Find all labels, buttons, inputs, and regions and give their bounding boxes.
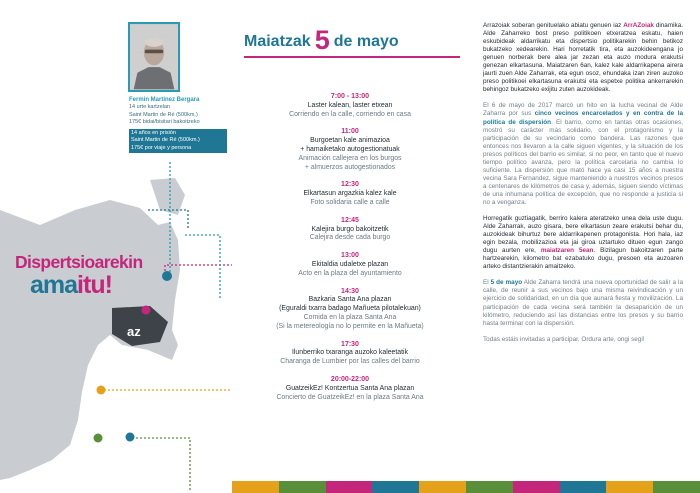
- event-eu: Ilunberriko txaranga auzoko kaleetatik: [291, 349, 409, 357]
- date-header-es: de mayo: [333, 33, 399, 50]
- event-eu-2: (Eguraldi txarra badago Mañueta pilotalekuan): [279, 305, 421, 313]
- prisoner-name: Fermin Martinez Bergara: [129, 97, 200, 103]
- event-time: 12:30: [341, 181, 359, 189]
- paragraph-eu-1: [483, 22, 683, 94]
- date-header: [244, 22, 466, 55]
- p1-text-c: dinamika. Alde Zaharreko bost preso politikoen etxeratzea eskatu, haien eskubideak aldarrikatu eta dispertsio politikarekin behin betikoz bukatzeko xedearekin. Hari horretatik tira, eta auzokideengana jo genuen norberak bere alea jar zezan eta auzo modura erakutsi genezan elkartasuna. Maiatzaren 6an, kalez kale aldarrikapena airera jaurti zuen Alde Zaharrak, eta egun osoz, ehundaka izan ziren auzoko preso politikoei elkartasuna erakutsi eta espetxe politika ankerrarekin behingoz bukatzeko exijitu zuten auzokideak.: [483, 22, 683, 94]
- event-time: 11:00: [341, 128, 359, 136]
- prisoner-eu-line3: 175€ bidai/bisitari bakoitzeko: [129, 119, 200, 125]
- header-divider: [244, 56, 460, 58]
- stripe-segment: [653, 481, 700, 493]
- p4-highlight: 5 de mayo: [490, 279, 523, 287]
- schedule-item: [232, 288, 468, 332]
- event-eu: Kalejira burgo bakoitzetik: [311, 225, 389, 233]
- date-header-day: 5: [314, 25, 330, 55]
- slogan-line2-a: ama: [30, 271, 78, 299]
- event-es-2: (Si la metereología no lo permite en la Mañueta): [276, 322, 424, 330]
- prisoner-eu-line1: 14 urte kartzelan: [129, 104, 170, 110]
- dot-green: [94, 434, 103, 443]
- slogan-line1: Dispertsioarekin: [15, 252, 143, 272]
- stripe-segment: [232, 481, 279, 493]
- event-eu: Burgoetan kale animazioa: [310, 137, 390, 145]
- event-es: Concierto de GuatzeikEz! en la plaza Santa Ana: [276, 393, 424, 401]
- p1-highlight: ArrAZoiak: [623, 22, 654, 29]
- prisoner-photo: [128, 22, 180, 92]
- event-eu-2: + hamaiketako autogestionatuak: [300, 145, 400, 153]
- p2-text-a: El 6 de mayo de 2017 marcó un hito en la lucha vecinal de Alde Zaharra por sus: [483, 102, 683, 118]
- event-es: Calejira desde cada burgo: [309, 234, 391, 242]
- event-eu: GuatzeikEz! Kontzertua Santa Ana plazan: [285, 384, 415, 392]
- dot-orange: [97, 386, 106, 395]
- left-panel: [0, 0, 232, 493]
- event-time: 20:00-22:00: [330, 375, 370, 383]
- event-es-2: + almuerzos autogestionados: [304, 163, 396, 171]
- stripe-segment: [560, 481, 607, 493]
- schedule-item: [232, 93, 468, 119]
- stripe-segment: [326, 481, 373, 493]
- event-eu: Elkartasun argazkia kalez kale: [303, 190, 397, 198]
- schedule-column: [232, 0, 468, 493]
- schedule-item: [232, 252, 468, 278]
- stripe-segment: [279, 481, 326, 493]
- prisoner-es-line3: 175€ por viaje y persona: [131, 144, 192, 151]
- event-es: Corriendo en la calle, corriendo en casa: [289, 110, 411, 118]
- prisoner-es-line1: 14 años en prisión: [131, 129, 176, 136]
- text-column: [468, 0, 700, 493]
- europe-map: [0, 0, 232, 493]
- footer-stripes: [232, 481, 700, 493]
- stripe-segment: [606, 481, 653, 493]
- event-es: Foto solidaria calle a calle: [310, 198, 390, 206]
- paragraph-es-1: [483, 102, 683, 207]
- stripe-segment: [372, 481, 419, 493]
- dot-pink: [142, 306, 151, 315]
- p4-text-c: Alde Zaharra tendrá una nueva oportunidad de salir a la calle, de reunir a sus vecinos bajo una misma reivindicación y un ejercicio de solidaridad, en un día que aunará fiesta y movilización. La participación de cada vecina será también la desaparición de un kilómetro, reduciendo así las distancias entre los presos y su barrio hasta terminar con la dispersión.: [483, 279, 683, 327]
- portrait-icon: [130, 24, 178, 90]
- stripe-segment: [419, 481, 466, 493]
- schedule-item: [232, 376, 468, 402]
- schedule-item: [232, 128, 468, 172]
- event-eu: Laster kalean, laster etxean: [307, 101, 393, 109]
- schedule-list: [232, 93, 468, 411]
- route-green: [128, 438, 190, 490]
- event-time: 7:00 - 13:00: [330, 93, 370, 100]
- event-eu: Bazkaria Santa Ana plazan: [308, 296, 392, 304]
- dot-teal: [162, 271, 172, 281]
- p3-text-a: Horregatik guztiagatik, berriro kalera ateratzeko unea dela uste dugu. Alde Zaharrak, auzo gisara, bere elkartasun zeare erakutsi behar du, auzokideak bihurtuz bere aldarrikapenen protagonista. Hori hala, iaz egin bezala, mobilizazioa eta jai giroa uztartuko dituen egun zango dugu aurten ere,: [483, 215, 683, 255]
- dot-blue: [126, 433, 135, 442]
- closing-line: Todas estáis invitadas a participar. Ordura arte, ongi segi!: [483, 335, 645, 343]
- p3-highlight: maiatzaren 5ean: [540, 247, 594, 255]
- p4-text-a: El: [483, 279, 491, 287]
- prisoner-es-line2: Saint Martin de Ré (500km.): [131, 137, 200, 143]
- event-time: 14:30: [341, 287, 359, 295]
- event-es: Acto en la plaza del ayuntamiento: [298, 269, 402, 277]
- date-header-eu: Maiatzak: [244, 33, 311, 50]
- p1-text-a: Arrazoiak soberan genituelako abiatu genuen iaz: [483, 22, 624, 29]
- stripe-segment: [466, 481, 513, 493]
- p2-text-c: . El barrio, como en tantas otras ocasiones, mostró su carácter más solidario, con el protagonismo y la participación de su vecindario como bandera. Las razones que entonces nos llevaron a la calle siguen vigentes, y la situación de los presos políticos del barrio es similar, si no peor, en tanto que el nuevo tiempo político avanza, pero la política carcelaria no cambia lo suficiente. La dispersión que mató hace ya casi 15 años a nuestra vecina Sara Fernandez, sigue manteniendo a nuestros vecinos presos a centenares de kilómetros de casa y, además, siguen siendo víctimas de una inhumana política de excepción, que no responde a justicia si no a venganza.: [483, 118, 683, 206]
- event-time: 17:30: [341, 340, 359, 348]
- schedule-item: [232, 341, 468, 367]
- route-teal: [185, 235, 220, 300]
- slogan-line2: [30, 270, 112, 300]
- event-es: Comida en la plaza Santa Ana: [303, 313, 397, 321]
- event-eu: Ekitaldia udaletxe plazan: [311, 260, 389, 268]
- p2-highlight: cinco vecinos encarcelados y en contra de la política de dispersión: [483, 110, 683, 126]
- paragraph-eu-2: [483, 215, 683, 271]
- slogan-line2-b: itu!: [77, 271, 112, 299]
- stripe-segment: [513, 481, 560, 493]
- p3-text-c: . Bizilagun bakoitzaren parte hartzearekin, kilometro bat ezabatuko dugu, presoen eta auzoaren arteko distantzierakin amaitzeko.: [483, 247, 683, 271]
- body-text: [483, 22, 683, 352]
- prisoner-es-box: [129, 129, 227, 154]
- prisoner-caption: [129, 96, 227, 153]
- event-es: Charanga de Lumbier por las calles del barrio: [280, 358, 420, 366]
- event-time: 12:45: [341, 216, 359, 224]
- paragraph-es-2: [483, 279, 683, 327]
- event-time: 13:00: [341, 252, 359, 260]
- schedule-item: [232, 181, 468, 207]
- schedule-item: [232, 217, 468, 243]
- prisoner-eu-line2: Saint Martin de Ré (500km.): [129, 111, 198, 118]
- event-es: Animación callejera en los burgos: [298, 154, 402, 162]
- map-region-label: az: [127, 324, 141, 339]
